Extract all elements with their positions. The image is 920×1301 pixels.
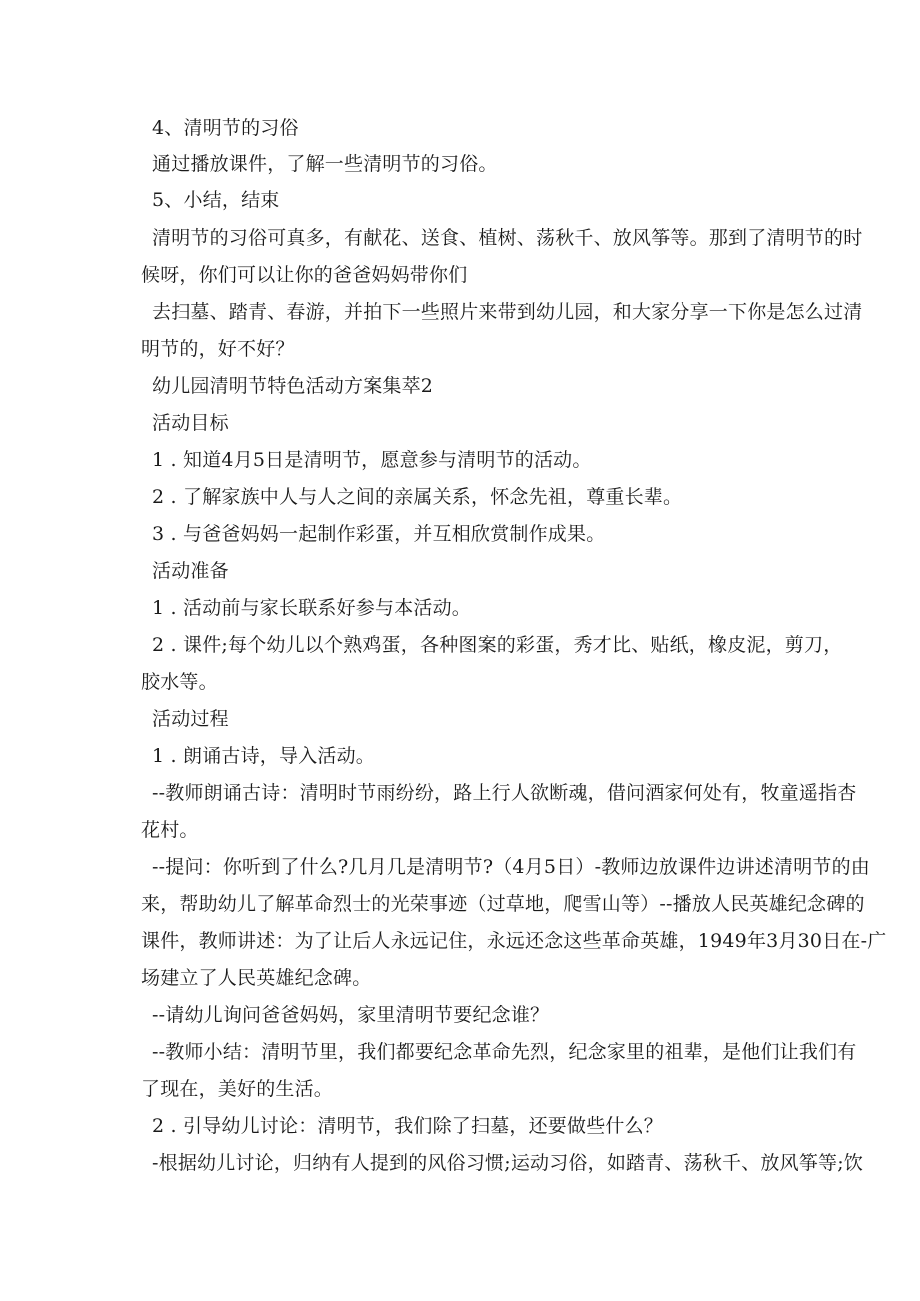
list-item: 2 . 课件;每个幼儿以个熟鸡蛋，各种图案的彩蛋，秀才比、贴纸，橡皮泥，剪刀， <box>152 634 843 656</box>
paragraph-line: 明节的，好不好？ <box>141 338 295 360</box>
paragraph-line: 胶水等。 <box>141 671 218 693</box>
paragraph-line: 来，帮助幼儿了解革命烈士的光荣事迹（过草地，爬雪山等）--播放人民英雄纪念碑的 <box>141 893 865 915</box>
paragraph-line: -根据幼儿讨论，归纳有人提到的风俗习惯;运动习俗，如踏青、荡秋千、放风筝等;饮 <box>152 1152 864 1174</box>
paragraph-line: 候呀，你们可以让你的爸爸妈妈带你们 <box>141 264 468 286</box>
paragraph-line: 花村。 <box>141 819 199 841</box>
paragraph-line: 课件，教师讲述：为了让后人永远记住，永远还念这些革命英雄，1949年3月30日在-广 <box>141 930 887 952</box>
paragraph-line: --教师小结：清明节里，我们都要纪念革命先烈，纪念家里的祖辈，是他们让我们有 <box>152 1041 857 1063</box>
paragraph-line: 场建立了人民英雄纪念碑。 <box>141 967 372 989</box>
document-title: 幼儿园清明节特色活动方案集萃2 <box>152 375 434 397</box>
list-item: 1 . 活动前与家长联系好参与本活动。 <box>152 597 472 619</box>
paragraph-line: --请幼儿询问爸爸妈妈，家里清明节要纪念谁？ <box>152 1004 550 1026</box>
paragraph-line: 清明节的习俗可真多，有献花、送食、植树、荡秋千、放风筝等。那到了清明节的时 <box>152 227 863 249</box>
paragraph-line: --教师朗诵古诗：清明时节雨纷纷，路上行人欲断魂，借问酒家何处有，牧童遥指杏 <box>152 782 857 804</box>
paragraph-line: --提问：你听到了什么?几月几是清明节?（4月5日）-教师边放课件边讲述清明节的由 <box>152 856 871 878</box>
section-heading-customs: 4、清明节的习俗 <box>152 117 299 139</box>
paragraph-line: 通过播放课件，了解一些清明节的习俗。 <box>152 153 498 175</box>
list-item: 3 . 与爸爸妈妈一起制作彩蛋，并互相欣赏制作成果。 <box>152 523 606 545</box>
list-item: 2 . 引导幼儿讨论：清明节，我们除了扫墓，还要做些什么？ <box>152 1115 664 1137</box>
list-item: 2 . 了解家族中人与人之间的亲属关系，怀念先祖，尊重长辈。 <box>152 486 683 508</box>
paragraph-line: 去扫墓、踏青、春游，并拍下一些照片来带到幼儿园，和大家分享一下你是怎么过清 <box>152 301 863 323</box>
section-heading-summary: 5、小结，结束 <box>152 189 280 211</box>
list-item: 1 . 知道4月5日是清明节，愿意参与清明节的活动。 <box>152 449 592 471</box>
section-heading-goals: 活动目标 <box>152 412 229 434</box>
paragraph-line: 了现在，美好的生活。 <box>141 1078 334 1100</box>
list-item: 1 . 朗诵古诗，导入活动。 <box>152 745 376 767</box>
section-heading-preparation: 活动准备 <box>152 560 229 582</box>
section-heading-process: 活动过程 <box>152 708 229 730</box>
